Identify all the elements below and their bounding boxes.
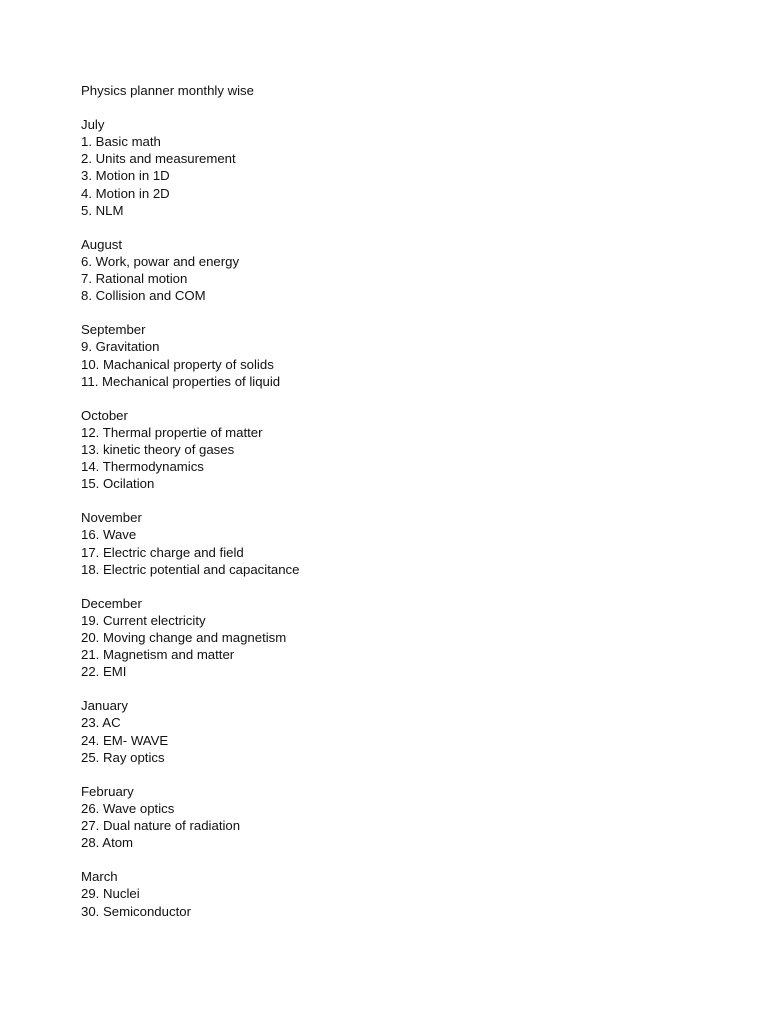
topic-list [81,885,701,919]
month-heading: January [81,698,128,714]
topic-item: 23. AC [81,715,121,731]
topic-item: 15. Ocilation [81,476,155,492]
topic-item: 18. Electric potential and capacitance [81,561,300,577]
month-section [81,783,701,851]
topic-item: 9. Gravitation [81,339,160,355]
topic-item: 17. Electric charge and field [81,544,244,560]
month-section [81,868,701,919]
topic-item: 3. Motion in 1D [81,168,170,184]
topic-item: 5. NLM [81,202,124,218]
topic-item: 4. Motion in 2D [81,185,170,201]
month-heading: September [81,322,146,338]
topic-list [81,253,701,304]
topic-item: 28. Atom [81,835,134,851]
month-heading: July [81,117,105,133]
document-content [81,82,701,920]
topic-item: 27. Dual nature of radiation [81,818,241,834]
month-section [81,236,701,304]
topic-item: 16. Wave [81,527,137,543]
topic-list [81,612,701,680]
topic-item: 25. Ray optics [81,749,165,765]
topic-item: 19. Current electricity [81,612,206,628]
topic-item: 22. EMI [81,664,127,680]
month-section [81,697,701,765]
topic-list [81,526,701,577]
topic-list [81,338,701,389]
month-heading: March [81,869,118,885]
month-heading: August [81,236,123,252]
topic-list [81,714,701,765]
month-heading: December [81,595,142,611]
topic-item: 7. Rational motion [81,271,188,287]
topic-item: 21. Magnetism and matter [81,647,235,663]
topic-item: 6. Work, powar and energy [81,253,240,269]
topic-item: 14. Thermodynamics [81,459,204,475]
month-section [81,321,701,389]
document-title: Physics planner monthly wise [81,83,254,98]
topic-item: 29. Nuclei [81,886,140,902]
topic-item: 13. kinetic theory of gases [81,441,235,457]
topic-item: 1. Basic math [81,134,161,150]
topic-item: 30. Semiconductor [81,903,191,919]
month-heading: October [81,407,128,423]
topic-item: 8. Collision and COM [81,288,206,304]
topic-item: 12. Thermal propertie of matter [81,424,263,440]
topic-list [81,800,701,851]
month-list [81,116,701,919]
topic-item: 11. Mechanical properties of liquid [81,373,281,389]
topic-list [81,133,701,218]
month-section [81,595,701,680]
topic-list [81,424,701,492]
topic-item: 26. Wave optics [81,800,175,816]
month-heading: February [81,783,134,799]
topic-item: 20. Moving change and magnetism [81,630,287,645]
month-section [81,509,701,577]
month-section [81,407,701,492]
topic-item: 24. EM- WAVE [81,732,169,748]
topic-item: 2. Units and measurement [81,151,236,167]
month-heading: November [81,510,142,526]
topic-item: 10. Machanical property of solids [81,356,274,372]
month-section [81,116,701,219]
